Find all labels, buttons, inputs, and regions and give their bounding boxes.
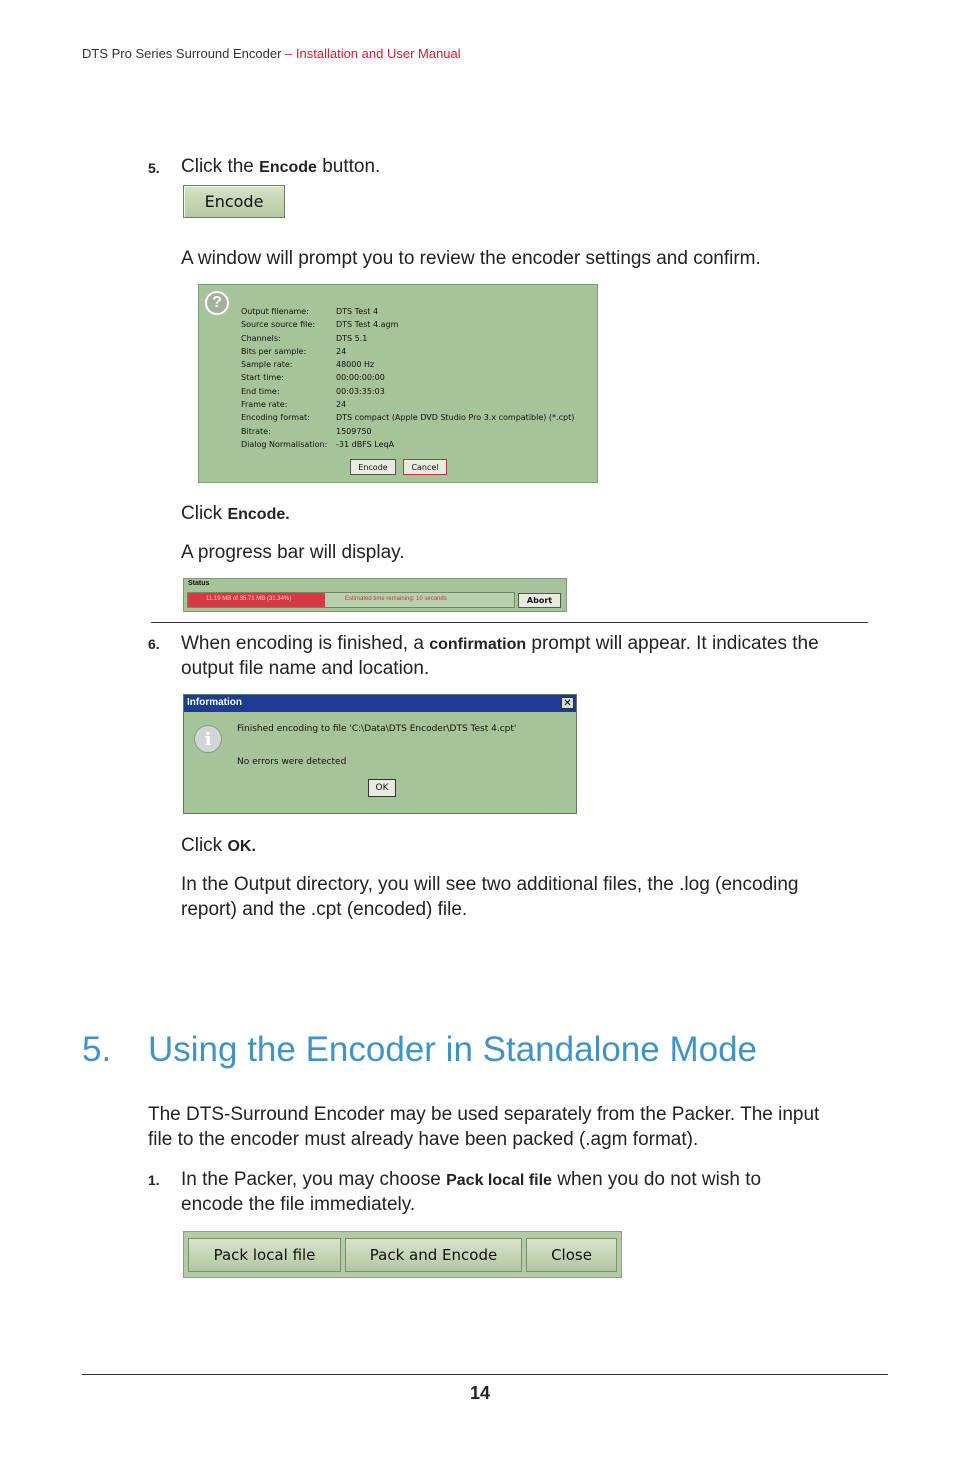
progress-text: 11.19 MB of 35.71 MB (31.34%) xyxy=(206,596,292,602)
setting-key: Frame rate: xyxy=(241,400,288,410)
setting-value: 24 xyxy=(336,346,347,356)
setting-key: Sample rate: xyxy=(241,360,293,370)
settings-values xyxy=(336,305,574,451)
step-1-bold: Pack local file xyxy=(446,1172,552,1189)
step-5-bold: Encode xyxy=(259,159,317,176)
close-icon[interactable]: ✕ xyxy=(561,697,574,709)
status-panel xyxy=(183,578,567,612)
output-line2: report) and the .cpt (encoded) file. xyxy=(181,899,468,920)
settings-keys xyxy=(241,305,327,451)
dialog-title: Information xyxy=(184,695,576,712)
header-title: DTS Pro Series Surround Encoder xyxy=(82,46,282,61)
step-1-number: 1. xyxy=(148,1172,160,1188)
step-6-pre: When encoding is finished, a xyxy=(181,633,430,654)
header-subtitle: – Installation and User Manual xyxy=(281,46,461,61)
step-1-post: when you do not wish to xyxy=(551,1169,762,1190)
setting-key: Encoding format: xyxy=(241,413,310,423)
output-line1: In the Output directory, you will see two additional files, the .log (encoding xyxy=(181,874,799,895)
setting-value: DTS Test 4.agm xyxy=(336,320,399,330)
close-button[interactable]: Close xyxy=(526,1238,617,1272)
step-5-post: button. xyxy=(316,156,381,177)
setting-value: 1509750 xyxy=(336,426,372,436)
no-errors-message: No errors were detected xyxy=(237,757,347,767)
prompt-text: A window will prompt you to review the encoder settings and confirm. xyxy=(181,248,761,269)
click-encode-pre: Click xyxy=(181,503,228,524)
click-ok-bold: OK. xyxy=(227,838,256,855)
setting-value: 24 xyxy=(336,400,347,410)
divider xyxy=(151,622,868,623)
step-6-post: prompt will appear. It indicates the xyxy=(526,633,819,654)
setting-key: Output filename: xyxy=(241,307,309,316)
step-5-text xyxy=(181,154,380,180)
step-6-line2: output file name and location. xyxy=(181,658,430,679)
setting-value: DTS Test 4 xyxy=(336,307,379,316)
progress-estimate: Estimated time remaining: 10 seconds xyxy=(345,596,447,602)
intro-line2: file to the encoder must already have been packed (.agm format). xyxy=(148,1129,699,1150)
setting-key: Start time: xyxy=(241,373,284,383)
ok-button[interactable]: OK xyxy=(368,779,396,797)
setting-key: Channels: xyxy=(241,333,281,343)
progress-caption: A progress bar will display. xyxy=(181,542,405,563)
setting-key: Source source file: xyxy=(241,320,316,330)
setting-key: Dialog Normalisation: xyxy=(241,439,328,449)
footer-rule xyxy=(82,1374,888,1375)
setting-key: End time: xyxy=(241,386,280,396)
section-number: 5. xyxy=(82,1030,112,1069)
intro-line1: The DTS-Surround Encoder may be used separately from the Packer. The input xyxy=(148,1104,820,1125)
step-5-number: 5. xyxy=(148,160,160,176)
setting-value: -31 dBFS LeqA xyxy=(336,439,395,449)
dialog-cancel-button[interactable]: Cancel xyxy=(403,459,447,475)
abort-button[interactable]: Abort xyxy=(518,593,561,608)
information-dialog xyxy=(183,694,577,814)
click-ok-text xyxy=(181,833,256,859)
section-title: Using the Encoder in Standalone Mode xyxy=(148,1030,758,1069)
setting-value: 00:00:00:00 xyxy=(336,373,385,383)
pack-local-file-button[interactable]: Pack local file xyxy=(188,1238,341,1272)
encode-button[interactable]: Encode xyxy=(183,185,285,218)
click-encode-text xyxy=(181,501,290,527)
step-6-number: 6. xyxy=(148,636,160,652)
packer-button-bar xyxy=(183,1231,622,1278)
setting-key: Bits per sample: xyxy=(241,346,307,356)
page-number: 14 xyxy=(470,1383,491,1403)
confirm-settings-dialog xyxy=(198,284,598,483)
running-header xyxy=(82,46,461,61)
setting-value: 00:03:35:03 xyxy=(336,386,385,396)
step-6-bold: confirmation xyxy=(429,636,527,653)
finished-message: Finished encoding to file 'C:\Data\DTS Encoder\DTS Test 4.cpt' xyxy=(237,724,517,734)
step-5-pre: Click the xyxy=(181,156,260,177)
step-1-line2: encode the file immediately. xyxy=(181,1194,416,1215)
status-label: Status xyxy=(188,580,210,587)
info-icon: i xyxy=(194,725,222,753)
setting-value: 48000 Hz xyxy=(336,360,375,370)
pack-and-encode-button[interactable]: Pack and Encode xyxy=(345,1238,522,1272)
dialog-encode-button[interactable]: Encode xyxy=(350,459,396,475)
setting-value: DTS compact (Apple DVD Studio Pro 3.x compatible) (*.cpt) xyxy=(336,413,575,423)
step-1-text xyxy=(181,1167,761,1193)
click-ok-pre: Click xyxy=(181,835,228,856)
step-1-pre: In the Packer, you may choose xyxy=(181,1169,447,1190)
click-encode-bold: Encode. xyxy=(227,506,290,523)
question-icon: ? xyxy=(205,291,229,315)
setting-key: Bitrate: xyxy=(241,426,271,436)
step-6-text xyxy=(181,631,819,657)
progress-bar xyxy=(187,592,515,608)
setting-value: DTS 5.1 xyxy=(336,333,368,343)
